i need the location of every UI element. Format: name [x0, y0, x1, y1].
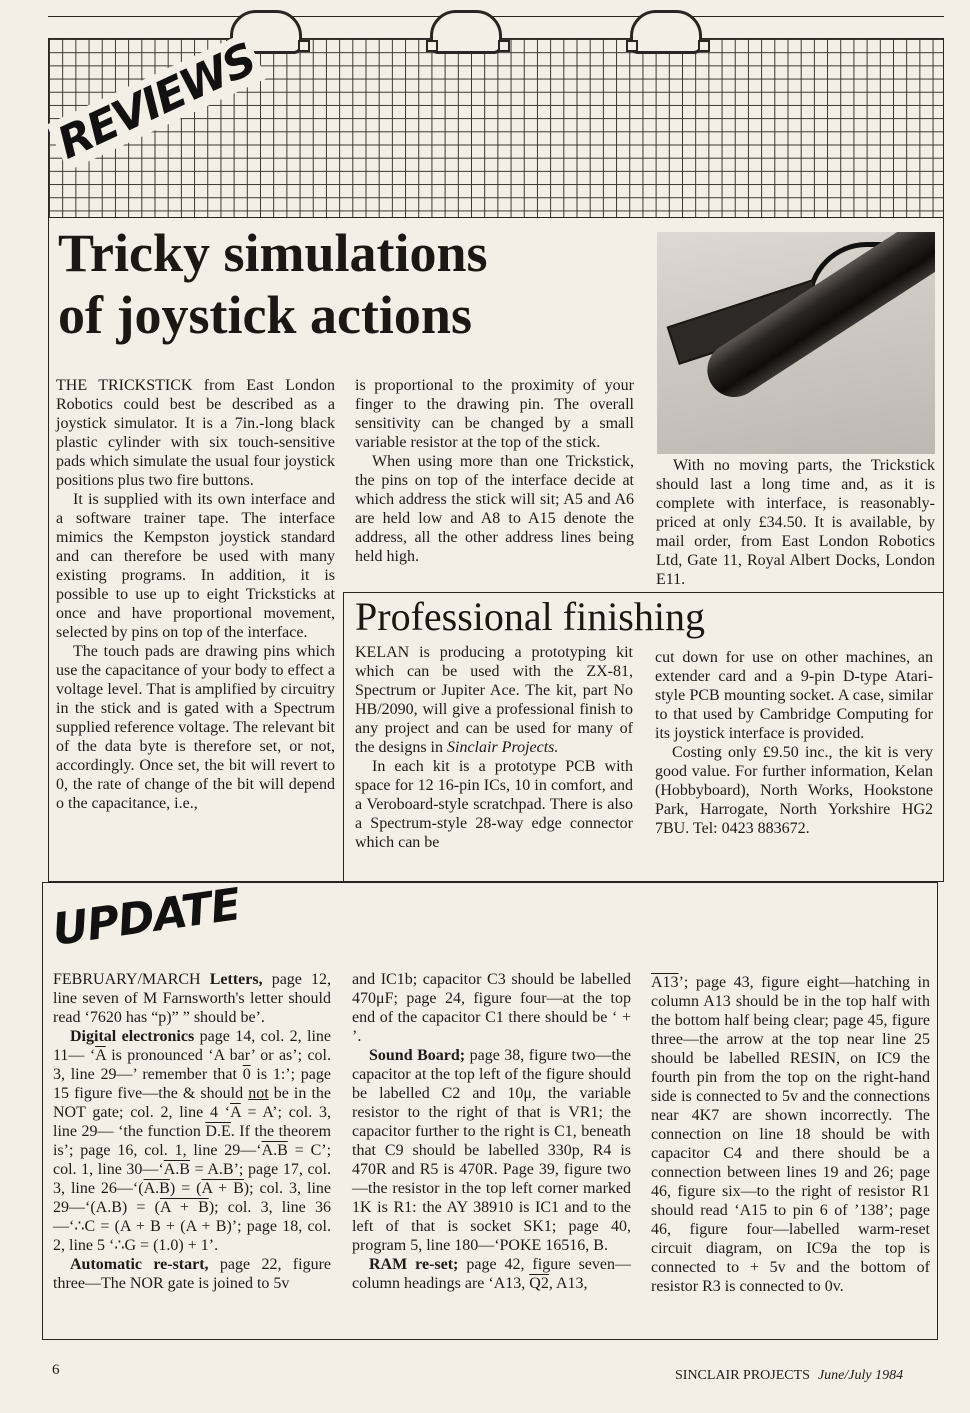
binder-peg-icon [698, 40, 710, 52]
binder-ring-icon [630, 10, 702, 54]
reviews-logo-text: REVIEWS [46, 32, 266, 171]
update-text: be in the NOT gate; col. 2, line 4 ‘ [53, 1085, 331, 1121]
overline-text: A + B [160, 1199, 209, 1216]
review-paragraph: is proportional to the proximity of your finger to the drawing pin. The overall sensitivity can be changed by a small variable resistor at the top of the stick. [355, 377, 634, 451]
update-text: is 1:’; page 15 figure five—the & should [53, 1066, 332, 1102]
update-paragraph [53, 1027, 331, 1255]
update-text: page 22, figure three—The NOR gate is joined to 5v [53, 1256, 331, 1292]
binder-ring-icon [430, 10, 502, 54]
update-text: page 42, figure seven—column headings are ‘A13, [352, 1256, 632, 1292]
binder-peg-icon [298, 40, 310, 52]
overline-text: A.B [261, 1142, 288, 1159]
review-column-1 [56, 376, 335, 813]
update-paragraph: and IC1b; capacitor C3 should be labelled 470μF; page 24, figure four—at the top end of the capacitor C1 there should be ‘ + ’. [352, 971, 631, 1045]
top-rule [48, 16, 944, 17]
binder-peg-icon [626, 40, 638, 52]
review-title-line2: of joystick actions [58, 285, 472, 345]
overline-text: A + B [201, 1180, 244, 1197]
review-title [58, 222, 638, 346]
magazine-footer [675, 1368, 903, 1384]
update-text: ); col. 3, line 36—‘∴C = (A + B + (A + B)’; page 18, col. 2, line 5 ‘∴G = (1.0) + 1’. [53, 1199, 331, 1254]
review-column-3 [656, 456, 935, 589]
overline-text: $\overline{A}$ [230, 1104, 241, 1121]
professional-paragraph: Costing only £9.50 inc., the kit is very good value. For further information, Kelan (Hobbyboard), North Works, Hookstone Park, Harrogate, North Yorkshire HG2 7BU. Tel: 0423 883672. [655, 744, 933, 837]
reviews-logo [50, 34, 263, 192]
update-column-3 [651, 973, 930, 1296]
review-paragraph: When using more than one Trickstick, the pins on top of the interface decide at which address the stick will sit; A5 and A6 are held low and A8 to A15 denote the address, all the other address lines being held high. [355, 453, 634, 565]
issue-date: June/July 1984 [817, 1368, 904, 1383]
review-paragraph: The touch pads are drawing pins which use the capacitance of your body to effect a voltage level. That is amplified by circuitry in the stick and is gated with a Spectrum supplied reference voltage. The relevant bit of the data byte is therefore set, or not, accordingly. Once set, the bit will revert to 0, the rate of change of the bit will depend o the capacitance, i.e., [56, 643, 335, 812]
professional-column-1 [355, 643, 633, 852]
update-bold: Automatic re-start, [70, 1256, 209, 1273]
overline-text: D.E [205, 1123, 231, 1140]
overline-text: Q2 [529, 1275, 549, 1292]
update-column-2 [352, 970, 631, 1293]
update-column-1 [53, 970, 331, 1293]
update-paragraph [352, 1046, 631, 1255]
update-paragraph [651, 973, 930, 1296]
magazine-name: SINCLAIR PROJECTS [675, 1368, 810, 1383]
review-paragraph: It is supplied with its own interface and a software trainer tape. The interface mimics the Kempston joystick standard and can therefore be used with many existing programs. In addition, it is possible to use up to eight Tricksticks at once and have proportional movement, selected by pins on top of the interface. [56, 491, 335, 641]
update-bold: Letters, [209, 971, 263, 988]
overline-text: A13 [651, 974, 679, 991]
update-bold: Digital electronics [70, 1028, 195, 1045]
professional-text: KELAN is producing a prototyping kit which can be used with the ZX-81, Spectrum or Jupiter Ace. The kit, part No HB/2090, will give a professional finish to any project and can be used for many of the designs in [355, 644, 633, 756]
update-text: ’; page 43, figure eight—hatching in column A13 should be in the top half with the bottom half being clear; page 45, figure three—the arrow at the top near line 25 should be labelled RESIN, on IC9 the fourth pin from the top on the right-hand side is connected to 5v and the connections near 4K7 are shown incorrectly. The connection on line 18 should be with capacitor C4 and there should be a connection between lines 19 and 26; page 46, figure six—to the right of resistor R1 should read ‘A15 to pin 6 of ’138’; page 46, figure four—labelled warm-reset circuit diagram, on IC9a the top is connected to + 5v and the bottom of resistor R3 is connected to 0v. [651, 974, 930, 1295]
update-bold: Sound Board; [369, 1047, 466, 1064]
overline-text: $\overline{A}$ [95, 1047, 106, 1064]
update-text: page 12, line seven of M Farnsworth's letter should read ‘7620 has “p)” ” should be’. [53, 971, 332, 1026]
professional-paragraph: In each kit is a prototype PCB with space for 12 16-pin ICs, 10 in comfort, and a Veroboard-style scratchpad. There is also a Spectrum-style 28-way edge connector which can be [355, 758, 633, 851]
update-bold: RAM re-set; [369, 1256, 459, 1273]
update-text: is pronounced ‘A bar’ or as’; col. 3, line 29—’ remember that [53, 1047, 331, 1083]
update-text: . If the theorem is’; page 16, col. 1, line 29—‘ [53, 1123, 332, 1159]
update-text: page 14, col. 2, line 11— ‘ [53, 1028, 332, 1064]
update-text: = A’; col. 3, line 29— ‘the function [53, 1104, 331, 1140]
professional-paragraph [355, 643, 633, 757]
underline-text: not [248, 1085, 269, 1102]
update-text: = A.B’; page 17, col. 3, line 26—‘( [53, 1161, 331, 1197]
update-text: FEBRUARY/MARCH [53, 971, 201, 988]
binder-peg-icon [498, 40, 510, 52]
review-paragraph: THE TRICKSTICK from East London Robotics could best be described as a joystick simulator. It is a 7in.-long black plastic cylinder with six touch-sensitive pads which simulate the usual four joystick positions plus two fire buttons. [56, 377, 335, 489]
update-paragraph [53, 970, 331, 1027]
professional-paragraph: cut down for use on other machines, an extender card and a 9-pin D-type Atari-style PCB mounting socket. A case, similar to that used by Cambridge Computing for its joystick interface is provided. [655, 649, 933, 742]
update-logo: UPDATE [49, 879, 244, 956]
professional-column-2 [655, 648, 933, 838]
trickstick-photo [657, 232, 935, 454]
update-text: , A13, [548, 1275, 588, 1292]
overline-text: A.B [163, 1161, 190, 1178]
update-text: = C’; col. 1, line 30—‘ [53, 1142, 332, 1178]
binder-peg-icon [426, 40, 438, 52]
review-column-2 [355, 376, 634, 566]
professional-italic: Sinclair Projects. [447, 739, 559, 756]
update-paragraph [53, 1255, 331, 1293]
overline-text: 0 [242, 1066, 251, 1083]
update-text: ); col. 3, line 29—‘(A.B) = ( [53, 1180, 331, 1216]
update-text: ) = ( [169, 1180, 202, 1197]
page-number: 6 [52, 1362, 60, 1378]
review-paragraph: With no moving parts, the Trickstick should last a long time and, as it is complete with interface, is reasonably-priced at only £34.50. It is available, by mail order, from East London Robotics Ltd, Gate 11, Royal Albert Docks, London E11. [656, 457, 935, 588]
review-title-line1: Tricky simulations [58, 223, 488, 283]
update-paragraph [352, 1255, 631, 1293]
professional-title: Professional finishing [355, 594, 705, 639]
overline-text: A.B [143, 1180, 170, 1197]
update-text: page 38, figure two—the capacitor at the top left of the figure should be labelled C2 and 10μ, the variable resistor to the right of that is VR1; the capacitor further to the right is C1, beneath that C9 should be labelled 330p, R4 is 470R and R5 is 470R. Page 39, figure two—the resistor in the top left corner marked 1K is R1: the AY 38910 is IC1 and to the left of that is socket SK1; page 40, program 5, line 180—‘POKE 16516, B. [352, 1047, 632, 1254]
